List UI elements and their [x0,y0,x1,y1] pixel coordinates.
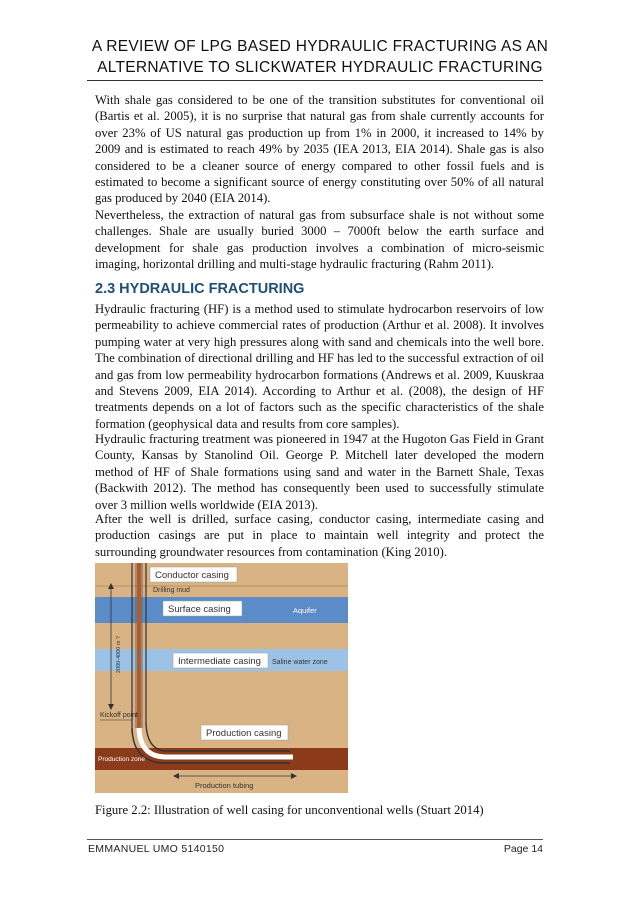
footer-rule [87,839,543,840]
production-zone-label: Production zone [98,756,145,763]
conductor-casing-label: Conductor casing [155,570,229,581]
depth-label: 2000-4000 m ? [116,636,122,673]
header-title-line-1: A REVIEW OF LPG BASED HYDRAULIC FRACTURING AS AN [91,38,549,55]
well-casing-figure [95,563,348,793]
footer-page-number: Page 14 [503,843,543,855]
surface-casing-label: Surface casing [168,604,231,615]
saline-water-zone-label: Saline water zone [272,659,328,666]
footer-author: EMMANUEL UMO 5140150 [88,843,225,855]
kickoff-point-label: Kickoff point [100,712,139,719]
header-title-line-2: ALTERNATIVE TO SLICKWATER HYDRAULIC FRACTURING [97,59,543,76]
running-header [60,36,580,78]
header-rule [87,80,543,81]
paragraph-extraction-challenges: Nevertheless, the extraction of natural gas from subsurface shale is not without some challenges. Shale are usually buried 3000 – 7000ft below the earth surface and development for shale gas production involves a combination of micro-seismic imaging, horizontal drilling and multi-stage hydraulic fracturing (Rahm 2011). [95,208,544,272]
drilling-mud-label: Drilling mud [153,587,190,594]
paragraph-hf-history: Hydraulic fracturing treatment was pioneered in 1947 at the Hugoton Gas Field in Grant County, Kansas by Stanolind Oil. George P. Mitchell later developed the modern method of HF of Shale formations using sand and water in the Barnett Shale, Texas (Backwith 2012). The method has consequently been used to successfully stimulate over 3 million wells worldwide (EIA 2013). [95,432,544,512]
section-heading: 2.3 HYDRAULIC FRACTURING [95,281,305,297]
paragraph-hf-definition: Hydraulic fracturing (HF) is a method used to stimulate hydrocarbon reservoirs of low permeability to achieve commercial rates of production (Arthur et al. 2008). It involves pumping water at very high pressures along with sand and chemicals into the well bore. The combination of directional drilling and HF has led to the successful extraction of oil and gas from low permeability hydrocarbon formations (Andrews et al. 2009, Kuuskraa and Stevens 2009, EIA 2014). According to Arthur et al. (2008), the design of HF treatments depends on a lot of factors such as the specific characteristics of the shale formation (geophysical data and results from core samples). [95,302,544,431]
paragraph-shale-gas: With shale gas considered to be one of the transition substitutes for conventional oil (Bartis et al. 2005), it is no surprise that natural gas from shale currently accounts for over 23% of US natural gas production up from 1% in 2000, it increased to 14% by 2009 and is estimated to reach 49% by 2035 (IEA 2013, EIA 2014). Shale gas is also considered to be a cleaner source of energy compared to other fossil fuels and is estimated to become a significant source of energy constituting over 50% of all natural gas produced by 2040 (EIA 2014). [95,93,544,206]
production-casing-label: Production casing [206,728,282,739]
production-tubing-label: Production tubing [195,781,254,790]
soil-layer-line [95,585,348,587]
paragraph-casings: After the well is drilled, surface casing, conductor casing, intermediate casing and production casings are put in place to maintain well integrity and protect the surrounding groundwater resources from contamination (King 2010). [95,512,544,559]
soil-layer [95,623,348,651]
figure-caption: Figure 2.2: Illustration of well casing for unconventional wells (Stuart 2014) [95,803,484,817]
intermediate-casing-label: Intermediate casing [178,656,261,667]
aquifer-label: Aquifer [293,606,317,615]
drilling-mud-column [137,563,141,731]
